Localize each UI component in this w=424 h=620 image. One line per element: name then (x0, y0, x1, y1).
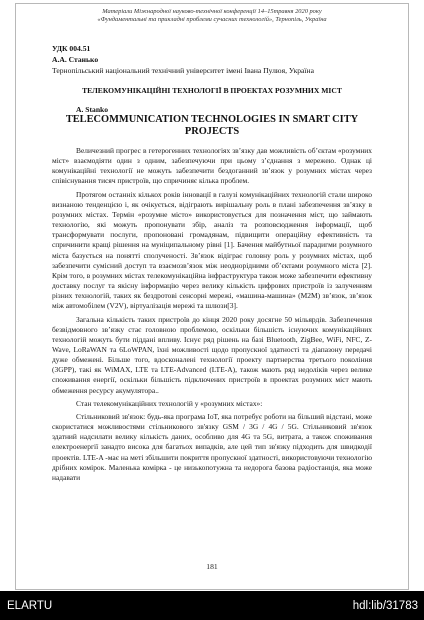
repository-footer (0, 591, 424, 620)
handle-link[interactable]: hdl:lib/31783 (352, 600, 418, 612)
paragraph: Стан телекомунікаційних технологій у «розумних містах»: (76, 398, 263, 408)
document-page (15, 3, 409, 590)
paragraph: Величезний прогрес в гетерогенних технологіях зв’язку дав можливість об’єктам «розумних міст» взаємодіяти один з одним, забезпечуючи при цьому з’єднання з мережею. Однак ці комунікаційні технології не можуть забезпечити бездоганний зв’язок у розумних містах через співіснування тисяч пристроїв, що спричиняє кількa проблем. (52, 146, 372, 186)
title-english: TELECOMMUNICATION TECHNOLOGIES IN SMART CITY PROJECTS (65, 114, 359, 137)
running-head-line-1: Матеріали Міжнародної науково-технічної конференції 14–15травня 2020 року (102, 8, 322, 15)
paragraph: Загальна кількість таких пристроїв до кінця 2020 року досягне 50 мільярдів. Забезпечення безвідмовного зв’язку стає головною проблемою, оскільки більшість існуючих комунікаційних технологій можуть бути піддані впливу. Існує ряд рішень на базі Bluetooth, ZigBee, WiFi, NFC, Z-Wave, LoRaWAN та 6LoWPAN, їхні можливості щодо пропускної здатності та діапазону передачі дуже обмежені. Більше того, вдосконалені технології проекту партнерства третього покоління (3GPP), такі як WiMAX, LTE та LTE-Advanced (LTE-A), також мають ряд недоліків через велике споживання енергії, оскільки більшість підключених пристроїв в проектах розумних міст мають обмеження ресурсу акумулятора.. (52, 314, 372, 395)
author-english: A. Stanko (76, 105, 109, 114)
repository-name: ELARTU (7, 600, 53, 612)
udc-code: УДК 004.51 (52, 44, 91, 53)
article-body (52, 146, 372, 486)
page-number: 181 (206, 562, 218, 571)
paragraph: Стільниковий зв'язок: будь-яка програма IoT, яка потребує роботи на більший відстані, може скористатися можливостями стільникового зв'язку GSM / 3G / 4G / 5G. Стільниковий зв'язок здатний надсилати велику кількість даних, особливо для 4G та 5G, витрата, а також споживання електроенергії занадто висока для багатьох випадків, але цей тип зв'язку підходить для швидкодії проектів. LTE-A -має на меті збільшити покриття пропускної здатності, використовуючи технологію дрібних комірок. Маленька комірка - це низькопотужна та недорога базова радіостанція, яка може надавати (52, 411, 372, 482)
running-head (16, 8, 408, 24)
running-head-line-2: «Фундаментальні та прикладні проблеми сучасних технологій», Тернопіль, Україна (97, 16, 327, 23)
affiliation: Тернопільський національний технічний університет імені Івана Пулюя, Україна (52, 66, 314, 75)
author-ukrainian: А.А. Станько (52, 55, 99, 64)
paragraph: Протягом останніх кількох років інновації в галузі комунікаційних технологій стали широко визнаною тенденцією і, як очікується, відіграють вирішальну роль в плані забезпечення зв’язку в розумних містах. Термін «розумне місто» використовується для позначення міст, що займають технологію, які можуть пропонувати збір, аналіз та розповсюдження інформації, щоб трансформувати послуги, пропоновані громадянам, підвищити операційну ефективність та спричинити кращі рішення на муніципальному рівні [1]. Бачення майбутньої парадигми розумного міста базується на понятті сполученості. Зв’язок відіграє головну роль у розумних містах, щоб забезпечити сумісний доступ та взаємозв’язок між неоднорідними об’єктами розумного міста [2]. Крім того, в розумних містах телекомунікаційна інфраструктура також може забезпечити ефективну доставку послуг та якісну інформацію через велику кількість цифрових пристроїв із залученням різних технологій, таких як бездротові сенсорні мережі, «машина-машина» (M2M) зв’язок, зв’язок між автомобілем (V2V), віртуалізація мережі та шлюзи[3]. (52, 189, 372, 311)
title-ukrainian: ТЕЛЕКОМУНІКАЦІЙНІ ТЕХНОЛОГІЇ В ПРОЕКТАХ РОЗУМНИХ МІСТ (82, 86, 342, 95)
